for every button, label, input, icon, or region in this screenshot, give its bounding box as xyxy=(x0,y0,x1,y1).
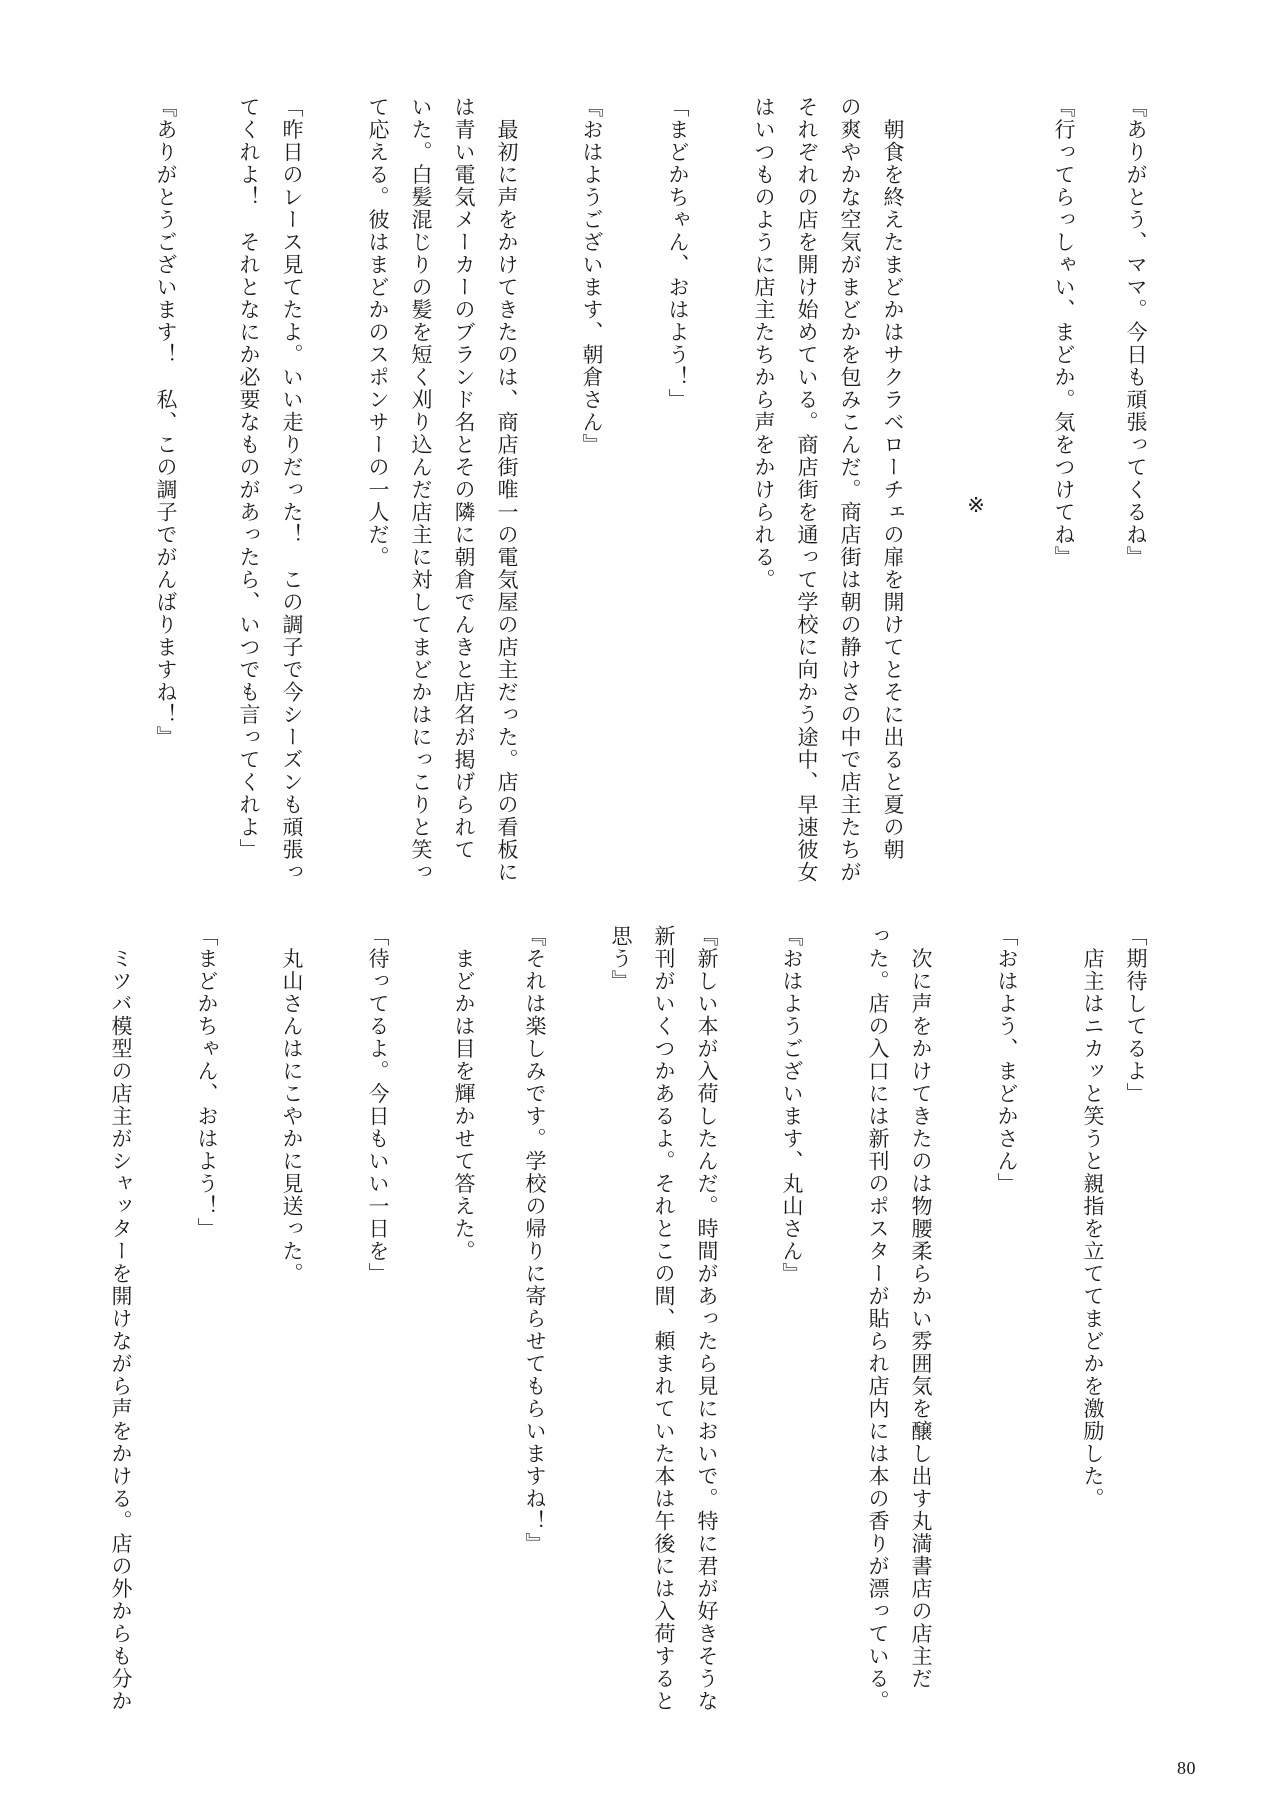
narration-sendoff: 丸山さんはにこやかに見送った。 xyxy=(280,925,304,1285)
dialogue-greet-maruyama: 『おはようございます、丸山さん』 xyxy=(780,925,804,1285)
dialogue-mama-sendoff: 『行ってらっしゃい、まどか。気をつけてね』 xyxy=(1052,96,1076,569)
section-break-mark: ※ xyxy=(964,493,988,519)
dialogue-books-line-1: 『新しい本が入荷したんだ。時間があったら見においで。特に君が好きそうな xyxy=(695,925,719,1713)
dialogue-expect: 「期待してるよ」 xyxy=(1124,925,1148,1105)
dialogue-waiting: 「待ってるよ。今日もいい一日を」 xyxy=(366,925,390,1285)
narration-thumbs: 店主はニカッと笑うと親指を立ててまどかを激励した。 xyxy=(1081,925,1105,1510)
dialogue-books-line-3: 思う』 xyxy=(609,925,633,993)
narration-maruyama-line-1: 次に声をかけてきたのは物腰柔らかい雰囲気を醸し出す丸満書店の店主だ xyxy=(909,925,933,1690)
dialogue-race-line-2: てくれよ！ それとなにか必要なものがあったら、いつでも言ってくれよ」 xyxy=(237,96,261,861)
dialogue-greet-madoka-2: 「まどかちゃん、おはよう！」 xyxy=(195,925,219,1240)
dialogue-morning-madoka: 「おはよう、まどかさん」 xyxy=(995,925,1019,1195)
narration-breakfast-line-3: それぞれの店を開け始めている。商店街を通って学校に向かう途中、早速彼女 xyxy=(795,96,819,884)
narration-breakfast-line-1: 朝食を終えたまどかはサクラベローチェの扉を開けてとそに出ると夏の朝 xyxy=(881,96,905,861)
dialogue-books-line-2: 新刊がいくつかあるよ。それとこの間、頼まれていた本は午後には入荷すると xyxy=(652,925,676,1713)
dialogue-greet-madoka: 「まどかちゃん、おはよう！」 xyxy=(666,96,690,411)
dialogue-madoka-thanks: 『ありがとうございます！ 私、この調子でがんばりますね！』 xyxy=(154,96,178,749)
narration-breakfast-line-2: の爽やかな空気がまどかを包みこんだ。商店街は朝の静けさの中で店主たちが xyxy=(838,96,862,884)
narration-asakura-line-2: は青い電気メーカーのブランド名とその隣に朝倉でんきと店名が掲げられて xyxy=(452,96,476,861)
narration-asakura-line-4: て応える。彼はまどかのスポンサーの一人だ。 xyxy=(366,96,390,569)
dialogue-mama-thanks: 『ありがとう、ママ。今日も頑張ってくるね』 xyxy=(1124,96,1148,569)
dialogue-greet-asakura: 『おはようございます、朝倉さん』 xyxy=(580,96,604,456)
dialogue-race-line-1: 「昨日のレース見てたよ。いい走りだった！ この調子で今シーズンも頑張っ xyxy=(280,96,304,884)
narration-mitsuba: ミツバ模型の店主がシャッターを開けながら声をかける。店の外からも分か xyxy=(109,925,133,1713)
narration-maruyama-line-2: った。店の入口には新刊のポスターが貼られ店内には本の香りが漂っている。 xyxy=(866,925,890,1713)
narration-eyes: まどかは目を輝かせて答えた。 xyxy=(452,925,476,1263)
page-number: 80 xyxy=(1177,1758,1196,1778)
narration-asakura-line-1: 最初に声をかけてきたのは、商店街唯一の電気屋の店主だった。店の看板に xyxy=(495,96,519,884)
narration-asakura-line-3: いた。白髪混じりの髪を短く刈り込んだ店主に対してまどかはにっこりと笑っ xyxy=(409,96,433,884)
narration-breakfast-line-4: はいつものように店主たちから声をかけられる。 xyxy=(752,96,776,591)
dialogue-looking-forward: 『それは楽しみです。学校の帰りに寄らせてもらいますね！』 xyxy=(523,925,547,1555)
